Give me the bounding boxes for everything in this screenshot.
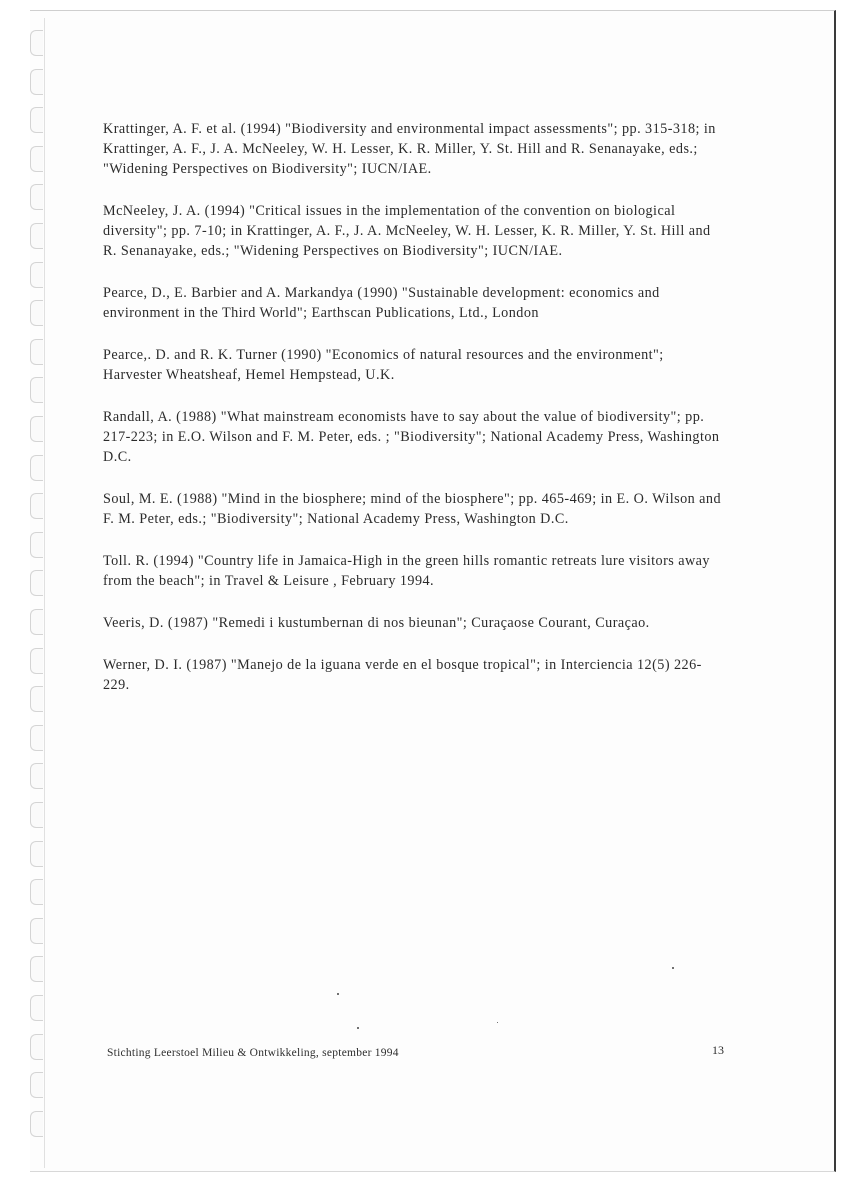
binding-hole	[30, 146, 43, 172]
footer-text: Stichting Leerstoel Milieu & Ontwikkeling, september 1994	[107, 1047, 399, 1059]
binding-hole	[30, 262, 43, 288]
reference-entry: Pearce,. D. and R. K. Turner (1990) "Economics of natural resources and the environment"; Harvester Wheatsheaf, Hemel Hempstead, U.K.	[103, 347, 664, 383]
binding-hole	[30, 995, 43, 1021]
binding-hole	[30, 802, 43, 828]
binding-hole	[30, 300, 43, 326]
binding-hole	[30, 107, 43, 133]
binding-hole	[30, 184, 43, 210]
scan-speck	[357, 1027, 359, 1029]
binding-hole	[30, 841, 43, 867]
reference-entry: Veeris, D. (1987) "Remedi i kustumbernan di nos bieunan"; Curaçaose Courant, Curaçao.	[103, 615, 650, 631]
binding-hole	[30, 725, 43, 751]
reference-entry: Pearce, D., E. Barbier and A. Markandya (1990) "Sustainable development: economics and environment in the Third World"; Earthscan Publications, Ltd., London	[103, 285, 660, 321]
reference-entry: Toll. R. (1994) "Country life in Jamaica-High in the green hills romantic retreats lure visitors away from the beach"; in Travel & Leisure , February 1994.	[103, 553, 710, 589]
binding-hole	[30, 918, 43, 944]
binding-hole	[30, 570, 43, 596]
scan-speck	[672, 967, 674, 969]
binding-hole	[30, 223, 43, 249]
reference-entry: Werner, D. I. (1987) "Manejo de la iguana verde en el bosque tropical"; in Interciencia 12(5) 226-229.	[103, 657, 702, 693]
binding-hole	[30, 879, 43, 905]
binding-hole	[30, 30, 43, 56]
binding-hole	[30, 339, 43, 365]
scan-speck	[497, 1022, 498, 1023]
binding-hole	[30, 1072, 43, 1098]
page-number: 13	[712, 1043, 724, 1057]
binding-holes	[28, 18, 48, 1168]
binding-hole	[30, 377, 43, 403]
binding-hole	[30, 69, 43, 95]
reference-entry: Krattinger, A. F. et al. (1994) "Biodiversity and environmental impact assessments"; pp. 315-318; in Krattinger, A. F., J. A. McNeeley, W. H. Lesser, K. R. Miller, Y. St. Hill and R. Senanayake, eds.; "Widening Perspectives on Biodiversity"; IUCN/IAE.	[103, 121, 716, 177]
binding-hole	[30, 455, 43, 481]
binding-hole	[30, 609, 43, 635]
scan-speck	[337, 993, 339, 995]
binding-hole	[30, 493, 43, 519]
binding-hole	[30, 763, 43, 789]
binding-hole	[30, 1111, 43, 1137]
binding-spine	[44, 18, 45, 1168]
binding-hole	[30, 956, 43, 982]
reference-entry: Randall, A. (1988) "What mainstream economists have to say about the value of biodiversity"; pp. 217-223; in E.O. Wilson and F. M. Peter, eds. ; "Biodiversity"; National Academy Press, Washington D.C.	[103, 409, 720, 465]
binding-hole	[30, 648, 43, 674]
reference-entry: McNeeley, J. A. (1994) "Critical issues in the implementation of the convention on biological diversity"; pp. 7-10; in Krattinger, A. F., J. A. McNeeley, W. H. Lesser, K. R. Miller, Y. St. Hill and R. Senanayake, eds.; "Widening Perspectives on Biodiversity"; IUCN/IAE.	[103, 203, 711, 259]
binding-hole	[30, 416, 43, 442]
binding-hole	[30, 532, 43, 558]
binding-hole	[30, 1034, 43, 1060]
binding-hole	[30, 686, 43, 712]
reference-list	[103, 119, 725, 717]
reference-entry: Soul, M. E. (1988) "Mind in the biosphere; mind of the biosphere"; pp. 465-469; in E. O. Wilson and F. M. Peter, eds.; "Biodiversity"; National Academy Press, Washington D.C.	[103, 491, 722, 527]
